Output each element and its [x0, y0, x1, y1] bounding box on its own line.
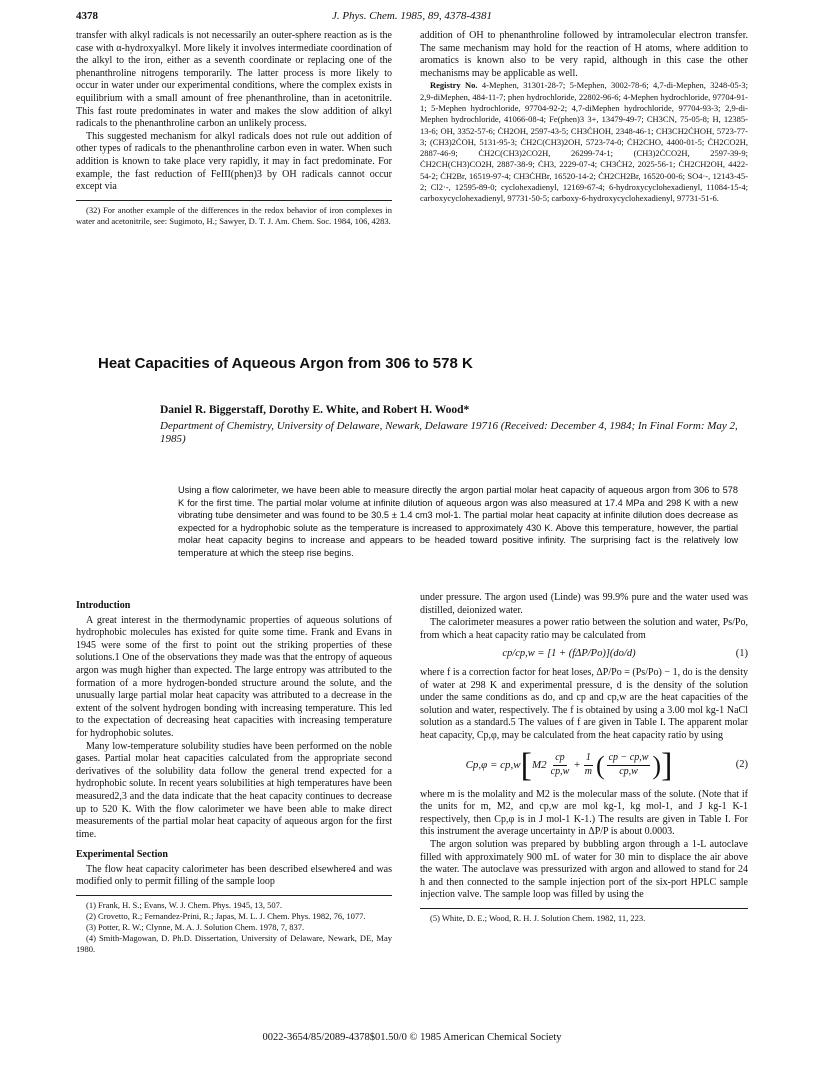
article-authors: Daniel R. Biggerstaff, Dorothy E. White, and Robert H. Wood* — [160, 404, 470, 416]
plus-sign: + — [573, 759, 581, 772]
section-heading-experimental: Experimental Section — [76, 849, 168, 861]
equation-1-body: cp/cp,w = [1 + (fΔP/Po)](do/d) — [502, 648, 636, 660]
equation-2-lhs: Cp,φ = cp,w — [465, 759, 521, 772]
denominator: cp,w — [550, 766, 570, 778]
article-abstract: Using a flow calorimeter, we have been able to measure directly the argon partial molar heat capacity of aqueous argon from 306 to 578 K for the first time. The partial molar volume at infinite dilution of aqueous argon was also measured at 17.4 MPa and 298 K with a new vibrating tube densimeter and was found to be 30.5 ± 1.4 cm3 mol-1. The partial molar heat capacity at infinite dilution does decrease as expected for a hydrophobic solute as the temperature is increased to approximately 430 K. Above this temperature, however, the partial molar heat capacity begins to increase and appears to be headed toward positive infinity. The surprising fact is the relatively low temperature at which the steep rise begins. — [178, 485, 738, 558]
footnote: (3) Potter, R. W.; Clynne, M. A. J. Solution Chem. 1978, 7, 837. — [86, 922, 305, 933]
paragraph: where f is a correction factor for heat loses, ΔP/Po = (Ps/Po) − 1, do is the density of water at 298 K and experimental pressure, d is the density of the solution under the same conditions as do, and cp and cp,w are the heat capacities of the solution and water, respectively. The f is obtained by using a 3.00 mol kg-1 NaCl solution as a standard.5 The values of f are given in Table I. The apparent molar heat capacity, Cp,φ, may be calculated from the heat capacity ratio by using — [420, 666, 748, 741]
page-number: 4378 — [76, 10, 98, 22]
numerator: cp — [553, 752, 566, 766]
paragraph: The calorimeter measures a power ratio between the solution and water, Ps/Po, from which a heat capacity ratio may be calculated from — [420, 617, 748, 641]
footnote: (5) White, D. E.; Wood, R. H. J. Solution Chem. 1982, 11, 223. — [430, 912, 646, 923]
prev-article-right-column — [420, 30, 748, 205]
footnote: (1) Frank, H. S.; Evans, W. J. Chem. Phys. 1945, 13, 507. — [86, 900, 282, 911]
paragraph: The flow heat capacity calorimeter has been described elsewhere4 and was modified only to permit filling of the sample loop — [76, 863, 392, 888]
page-footer: 0022-3654/85/2089-4378$01.50/0 © 1985 American Chemical Society — [262, 1032, 562, 1043]
numerator: cp − cp,w — [607, 752, 651, 766]
article-right-column — [420, 592, 748, 924]
journal-citation: J. Phys. Chem. 1985, 89, 4378-4381 — [331, 10, 493, 22]
fraction — [607, 752, 651, 778]
paragraph: under pressure. The argon used (Linde) was 99.9% pure and the water used was distilled, deionized water. — [420, 592, 748, 616]
running-header — [76, 10, 748, 26]
fraction — [583, 752, 594, 778]
paragraph: This suggested mechanism for alkyl radicals does not rule out addition of other types of radicals to the phenanthroline carbon even in water. When such addition is known to take place very rapidly, it may in fact predominate. For example, the fast reduction of FeIII(phen)3 by OH radicals cannot occur except via — [76, 130, 392, 193]
paragraph: Many low-temperature solubility studies have been performed on the noble gases. Partial molar heat capacities calculated from the appropriate second derivatives of the solubility data follow the general trend expected for a hydrophobic solute. In recent years solubilities at high temperatures have been measured2,3 and the data indicate that the heat capacity continues to decrease up to 520 K. With the flow calorimeter we have been able to make direct measurements of the partial molar heat capacity of aqueous argon for the first time. — [76, 740, 392, 840]
article-left-column — [76, 592, 392, 955]
registry-label: Registry No. — [430, 80, 478, 91]
numerator: 1 — [584, 752, 593, 766]
equation-2-m2: M2 — [531, 759, 547, 772]
equation-2-number: (2) — [735, 759, 748, 771]
equation-2 — [420, 746, 748, 784]
footnote: (4) Smith-Magowan, D. Ph.D. Dissertation, University of Delaware, Newark, DE, May 1980. — [76, 933, 392, 955]
right-paren: ) — [652, 750, 662, 780]
registry-text: 4-Mephen, 31301-28-7; 5-Mephen, 3002-78-6; 4,7-di-Mephen, 3248-05-3; 2,9-diMephen, 484-11-7; phen hydrochloride, 22802-96-6; 4-Mephen hydrochloride, 97704-91-1; 5-Mephen hydrochloride, 97704-92-2; 4,7-diMephen hydrochloride, 97704-93-3; 2,9-di-Mephen hydrochloride, 41066-08-4; Fe(phen)3 3+, 13479-49-7; CH3CN, 75-05-8; H, 12385-13-6; OH, 3352-57-6; ĊH2OH, 2597-43-5; CH3ĊHOH, 2348-46-1; CH3CH2ĊHOH, 5723-77-3; (CH3)2ĊOH, 5131-95-3; ĊH2C(CH3)2OH, 5723-74-0; ĊH2CHO, 4400-01-5; ĊH2CO2H, 2887-46-9; ĊH2C(CH3)2CO2H, 26299-74-1; (CH3)2ĊCO2H, 2597-39-9; ĊH2CH(CH3)CO2H, 2887-38-9; ĊH3, 2229-07-4; CH3ĊH2, 2025-56-1; ĊH2CH2OH, 4422-54-2; ĊH2Br, 16519-97-4; CH3ĊHBr, 16520-14-2; ĊH2CH2Br, 16520-00-6; SO4·-, 12143-45-2; Cl2·-, 12595-89-0; cyclohexadienyl, 12169-67-4; 6-hydroxycyclohexadienyl, 11084-15-4; carboxycyclohexadienyl, 97731-50-5; carboxy-6-hydroxycyclohexadienyl, 97731-51-6. — [420, 80, 749, 204]
equation-1 — [420, 648, 748, 661]
equation-1-number: (1) — [735, 648, 748, 660]
equation-2-body — [420, 746, 718, 784]
footnote: (32) For another example of the differences in the redox behavior of iron complexes in water and acetonitrile, see: Sugimoto, H.; Sawyer, D. T. J. Am. Chem. Soc. 1984, 106, 4283. — [76, 204, 392, 226]
denominator: cp,w — [619, 766, 638, 778]
registry-numbers — [420, 80, 748, 204]
footnote-rule — [76, 895, 392, 896]
paragraph: addition of OH to phenanthroline followed by intramolecular electron transfer. The same mechanism may hold for the reaction of H atoms, where addition to aromatics is known also to be very rapid, although in this case the other mechanisms may be applicable as well. — [420, 30, 748, 79]
paragraph: transfer with alkyl radicals is not necessarily an outer-sphere reaction as is the case with α-hydroxyalkyl. More likely it involves intermediate coordination of the alkyl to the iron, either as a seventh coordinate or replacing one of the phenanthroline nitrogens temporarily. The latter process is more likely to occur in water under our experimental conditions, where the complex exists in equilibrium with a small amount of free phenanthroline, than in acetonitrile. This fast route predominates in water and makes the slow addition of alkyl radicals to the phenanthroline carbon an unlikely process. — [76, 30, 392, 130]
left-paren: ( — [595, 750, 605, 780]
footnote-rule — [420, 908, 748, 909]
article-title: Heat Capacities of Aqueous Argon from 306 to 578 K — [98, 355, 473, 372]
right-bracket: ] — [661, 746, 673, 784]
denominator: m — [584, 766, 592, 778]
section-heading-introduction: Introduction — [76, 600, 131, 611]
paragraph: where m is the molality and M2 is the molecular mass of the solute. (Note that if the units for m, M2, and cp,w are mol kg-1, kg mol-1, and J kg-1 K-1 respectively, then Cp,φ is in J mol-1 K-1.) The results are given in Table I. For this instrument the average uncertainty in ΔP/P is about 0.0003. — [420, 788, 748, 838]
paragraph: The argon solution was prepared by bubbling argon through a 1-L autoclave filled with approximately 900 mL of water for 30 min to displace the air above the water. The autoclave was pressurized with argon and allowed to stand for 24 h and then connected to the sample injection port of the six-port HPLC sample injection valve. The sample loop was filled by using the — [420, 838, 748, 901]
prev-article-left-column — [76, 30, 392, 227]
left-bracket: [ — [520, 746, 532, 784]
article-affiliation: Department of Chemistry, University of Delaware, Newark, Delaware 19716 (Received: December 4, 1984; In Final Form: May 2, 1985) — [160, 420, 738, 445]
footnote-rule — [76, 200, 392, 201]
paragraph: A great interest in the thermodynamic properties of aqueous solutions of hydrophobic molecules has existed for quite some time. Frank and Evans in 1945 were some of the first to point out the striking properties of these solutions.1 One of the observations they made was that the entropy of aqueous argon was mugh higher than expected. The large entropy was attributed to the formation of a more hydrogen-bonded structure around the solute, and the unusually large partial molar heat capacity was attributed to a decrease in the extent of the solvent hydrogen bonding with increasing temperature. This led to the expectation of decreasing heat capacities with increasing temperature for hydrophobic solutes. — [76, 614, 392, 739]
footnote: (2) Crovetto, R.; Fernandez-Prini, R.; Japas, M. L. J. Chem. Phys. 1982, 76, 1077. — [86, 911, 366, 922]
fraction — [549, 752, 572, 778]
